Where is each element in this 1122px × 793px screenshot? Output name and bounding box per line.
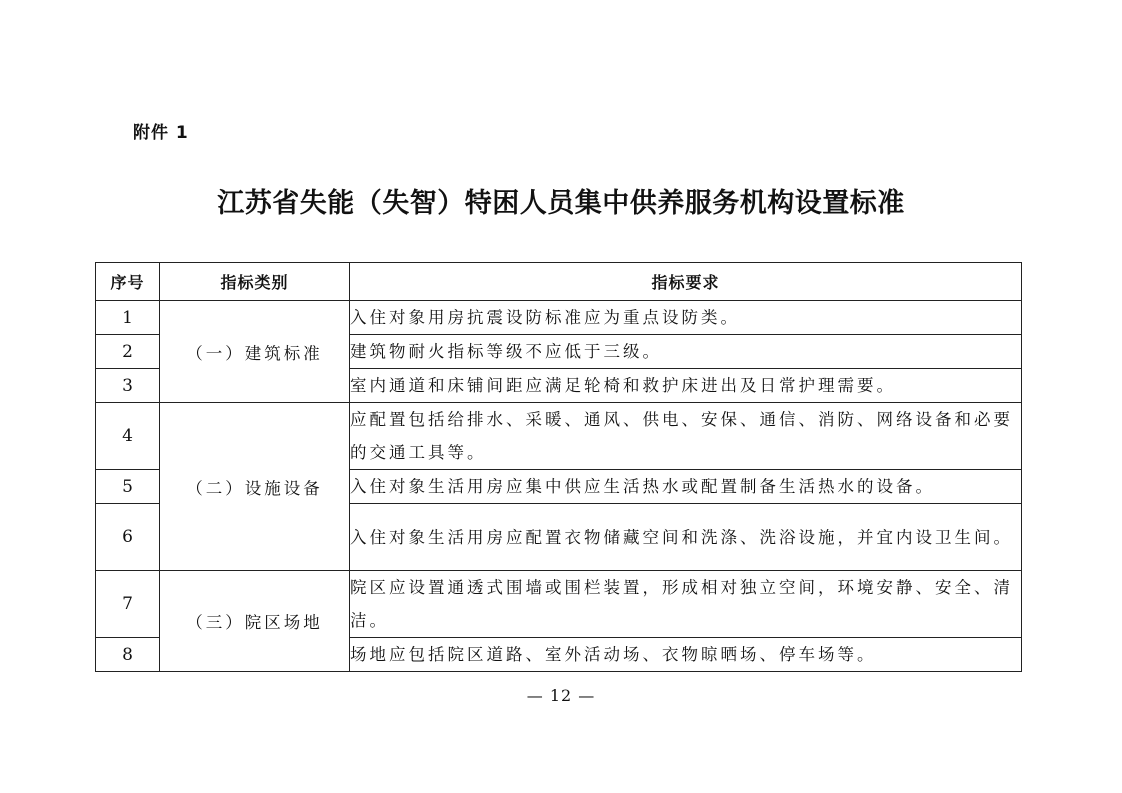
attachment-label: 附件 1 (133, 123, 189, 143)
table-row (96, 571, 1022, 638)
row-seq: 1 (96, 301, 160, 335)
document-title: 江苏省失能（失智）特困人员集中供养服务机构设置标准 (217, 188, 905, 219)
row-seq: 3 (96, 369, 160, 403)
row-seq: 7 (96, 571, 160, 638)
category-cell: （一）建筑标准 (160, 301, 350, 403)
table-row (96, 403, 1022, 470)
row-requirement: 建筑物耐火指标等级不应低于三级。 (350, 335, 1022, 369)
row-requirement: 入住对象生活用房应集中供应生活热水或配置制备生活热水的设备。 (350, 470, 1022, 504)
row-seq: 4 (96, 403, 160, 470)
row-requirement: 应配置包括给排水、采暖、通风、供电、安保、通信、消防、网络设备和必要的交通工具等。 (350, 403, 1022, 470)
page-number: — 12 — (526, 686, 596, 705)
category-cell: （二）设施设备 (160, 403, 350, 571)
category-cell: （三）院区场地 (160, 571, 350, 672)
row-requirement: 入住对象生活用房应配置衣物储藏空间和洗涤、洗浴设施，并宜内设卫生间。 (350, 504, 1022, 571)
row-seq: 6 (96, 504, 160, 571)
row-requirement: 室内通道和床铺间距应满足轮椅和救护床进出及日常护理需要。 (350, 369, 1022, 403)
header-seq: 序号 (96, 263, 160, 301)
row-seq: 2 (96, 335, 160, 369)
row-requirement: 场地应包括院区道路、室外活动场、衣物晾晒场、停车场等。 (350, 638, 1022, 672)
table-header-row (96, 263, 1022, 301)
row-seq: 5 (96, 470, 160, 504)
row-requirement: 院区应设置通透式围墙或围栏装置，形成相对独立空间，环境安静、安全、清洁。 (350, 571, 1022, 638)
row-requirement: 入住对象用房抗震设防标准应为重点设防类。 (350, 301, 1022, 335)
row-seq: 8 (96, 638, 160, 672)
header-requirement: 指标要求 (350, 263, 1022, 301)
header-category: 指标类别 (160, 263, 350, 301)
standards-table (95, 262, 1022, 672)
table-row (96, 301, 1022, 335)
